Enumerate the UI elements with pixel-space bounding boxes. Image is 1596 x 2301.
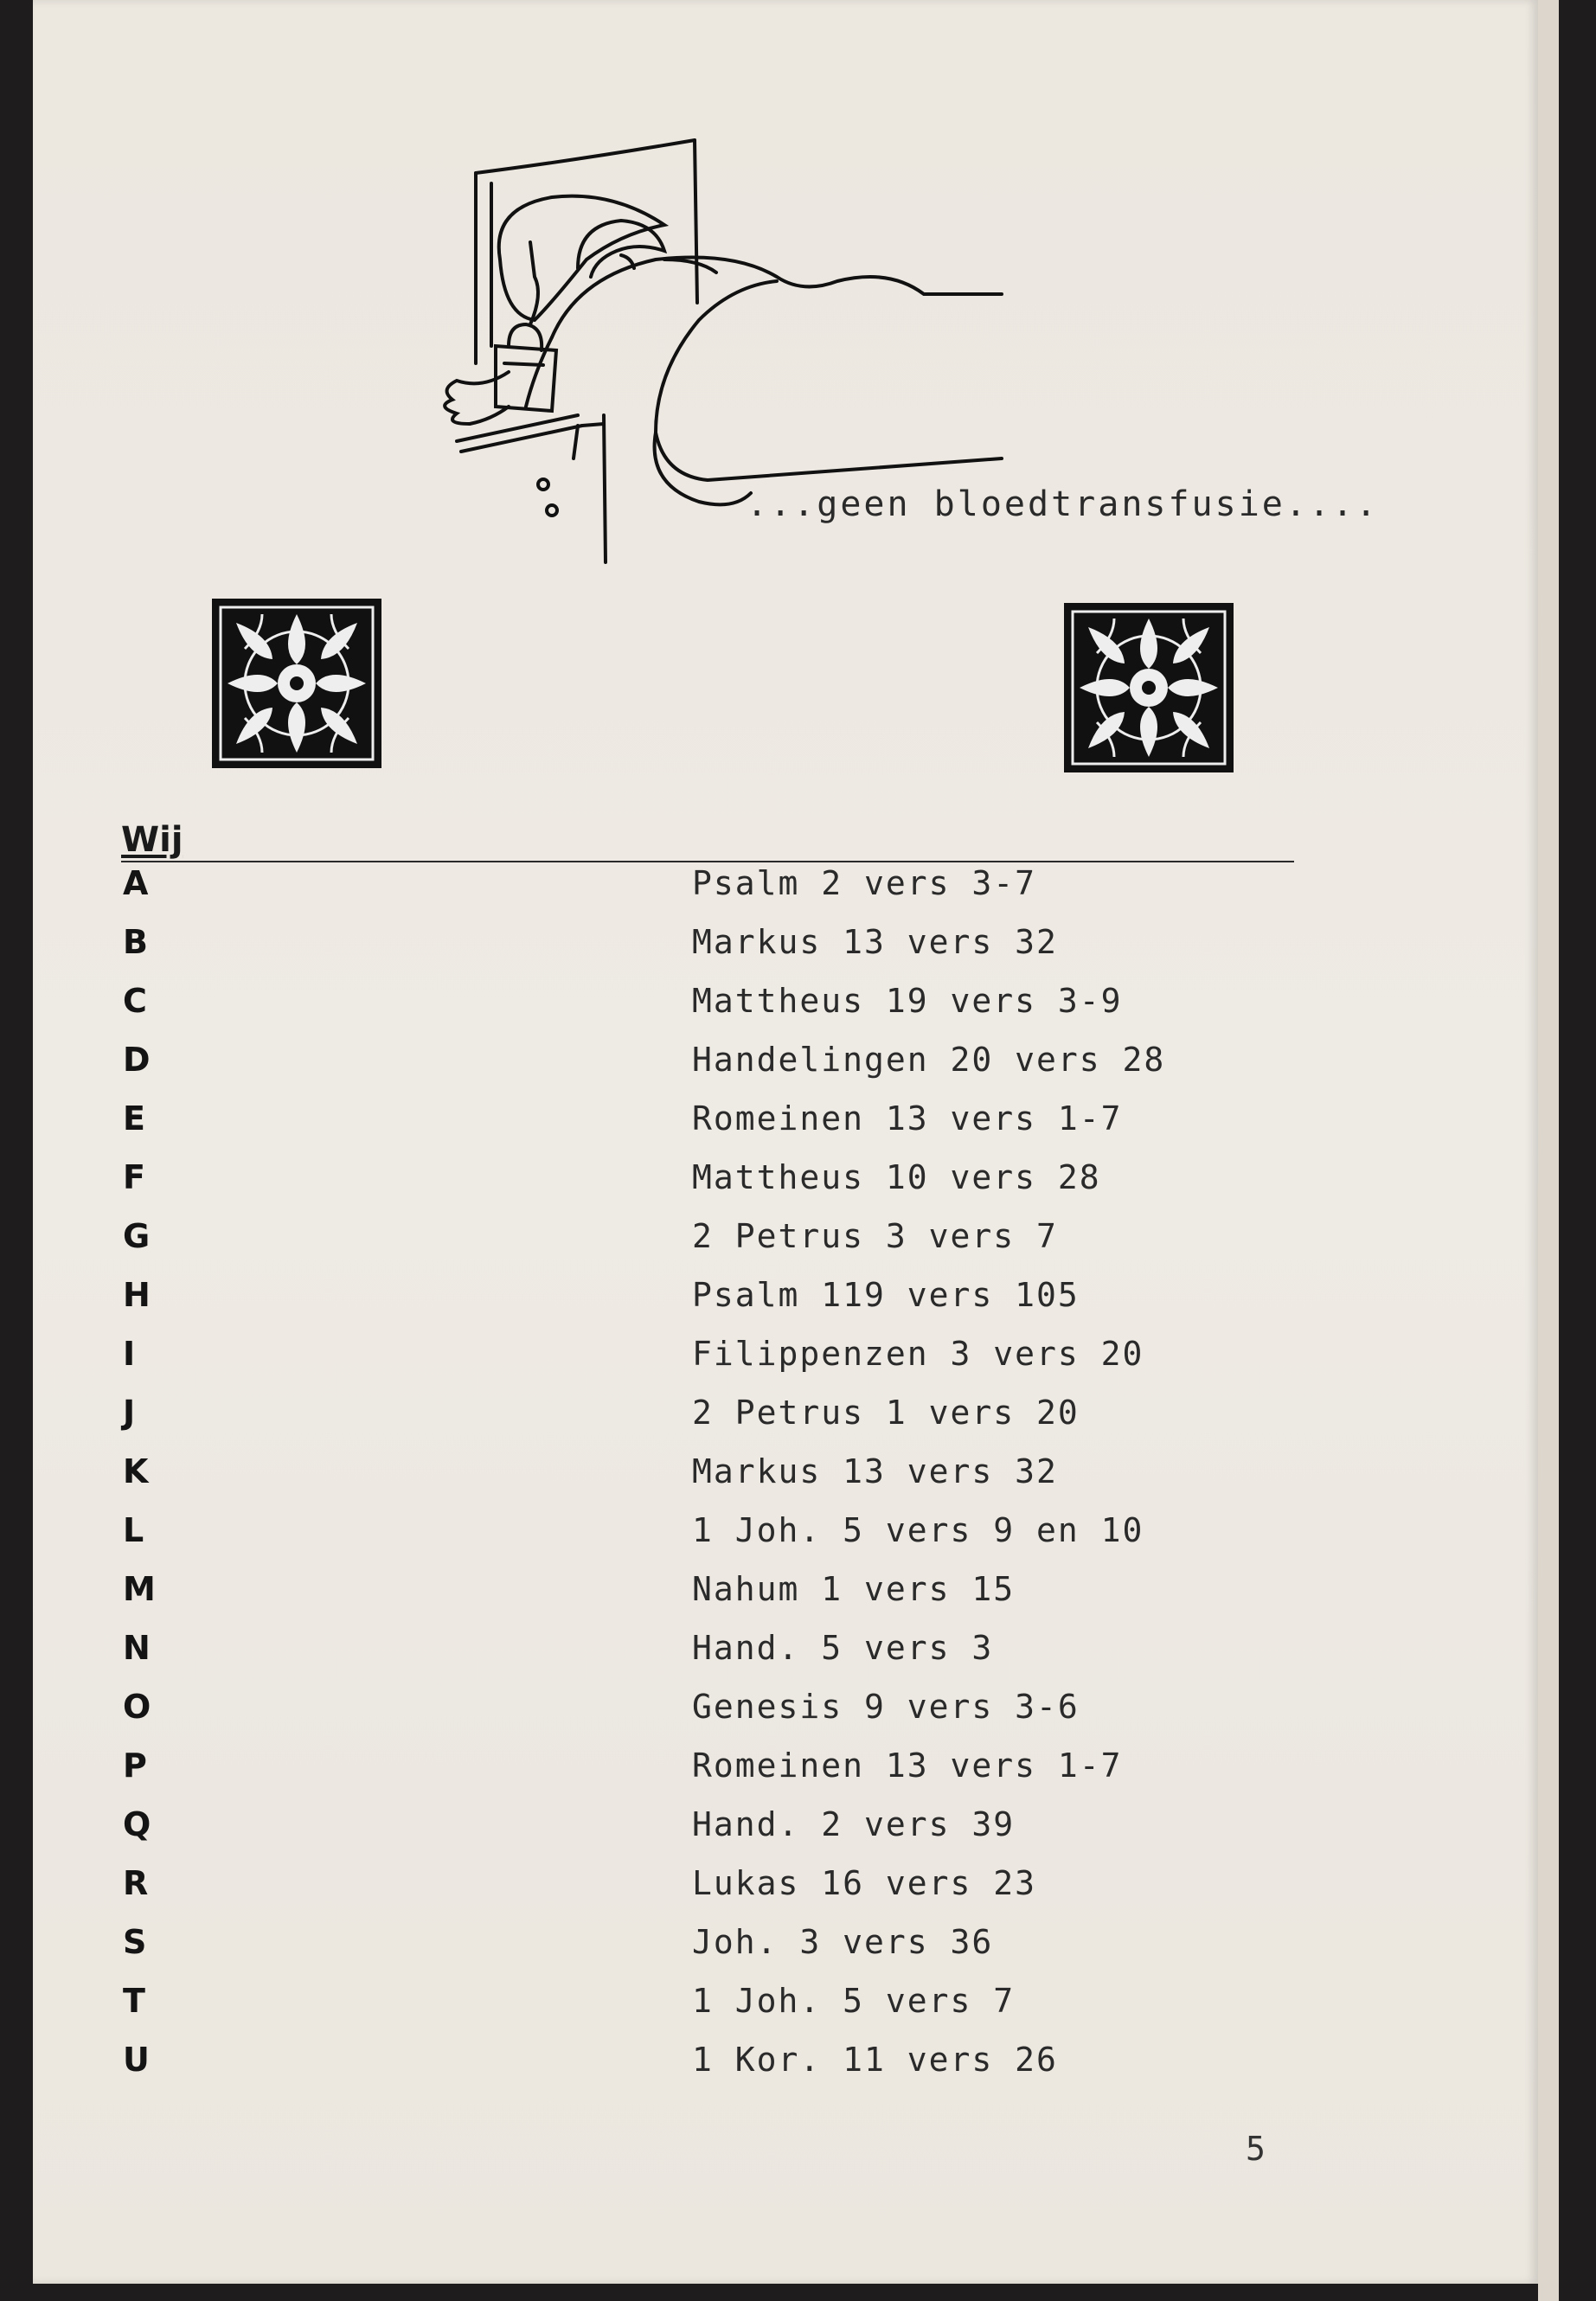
item-reference: Markus 13 vers 32: [692, 923, 1058, 961]
item-letter: F: [123, 1158, 145, 1196]
item-letter: N: [123, 1629, 151, 1667]
list-item: [33, 1324, 1538, 1383]
list-item: [33, 1913, 1538, 1971]
item-reference: Mattheus 10 vers 28: [692, 1158, 1101, 1196]
item-letter: M: [123, 1570, 156, 1608]
item-reference: Filippenzen 3 vers 20: [692, 1335, 1144, 1373]
list-item: [33, 1266, 1538, 1324]
list-item: [33, 854, 1538, 913]
ornament-tile-right: [1062, 601, 1235, 774]
item-letter: H: [123, 1276, 151, 1314]
page-number: 5: [1246, 2130, 1266, 2168]
item-letter: E: [123, 1099, 145, 1138]
item-reference: 1 Kor. 11 vers 26: [692, 2041, 1058, 2079]
list-item: [33, 1501, 1538, 1560]
item-reference: Mattheus 19 vers 3-9: [692, 982, 1123, 1020]
list-item: [33, 1971, 1538, 2030]
item-reference: Joh. 3 vers 36: [692, 1923, 994, 1961]
item-letter: J: [123, 1394, 136, 1432]
item-reference: Psalm 2 vers 3-7: [692, 864, 1037, 902]
item-reference: 1 Joh. 5 vers 7: [692, 1982, 1016, 2020]
list-item: [33, 2030, 1538, 2089]
item-letter: U: [123, 2041, 150, 2079]
list-item: [33, 1383, 1538, 1442]
item-letter: A: [123, 864, 149, 902]
item-letter: T: [123, 1982, 145, 2020]
item-reference: Lukas 16 vers 23: [692, 1864, 1037, 1902]
item-letter: Q: [123, 1805, 151, 1843]
item-letter: S: [123, 1923, 147, 1961]
list-item: [33, 1030, 1538, 1089]
list-item: [33, 1618, 1538, 1677]
item-letter: O: [123, 1688, 151, 1726]
item-letter: D: [123, 1041, 151, 1079]
list-item: [33, 913, 1538, 971]
list-item: [33, 1854, 1538, 1913]
item-reference: Handelingen 20 vers 28: [692, 1041, 1166, 1079]
item-reference: 2 Petrus 1 vers 20: [692, 1394, 1080, 1432]
item-letter: P: [123, 1747, 147, 1785]
list-item: [33, 1089, 1538, 1148]
item-reference: Genesis 9 vers 3-6: [692, 1688, 1080, 1726]
item-letter: G: [123, 1217, 151, 1255]
item-letter: C: [123, 982, 147, 1020]
item-reference: 2 Petrus 3 vers 7: [692, 1217, 1058, 1255]
list-item: [33, 1207, 1538, 1266]
item-reference: Psalm 119 vers 105: [692, 1276, 1080, 1314]
item-letter: K: [123, 1452, 149, 1490]
item-letter: R: [123, 1864, 149, 1902]
item-reference: 1 Joh. 5 vers 9 en 10: [692, 1511, 1144, 1549]
list-item: [33, 1560, 1538, 1618]
item-reference: Romeinen 13 vers 1-7: [692, 1099, 1123, 1138]
item-reference: Hand. 5 vers 3: [692, 1629, 994, 1667]
item-letter: B: [123, 923, 148, 961]
page: [33, 0, 1538, 2284]
illustration-caption: ...geen bloedtransfusie....: [747, 484, 1380, 524]
list-heading: Wij: [121, 820, 183, 860]
item-letter: I: [123, 1335, 136, 1373]
list-item: [33, 1736, 1538, 1795]
list-item: [33, 1148, 1538, 1207]
ornament-tile-left: [210, 597, 383, 770]
item-reference: Hand. 2 vers 39: [692, 1805, 1016, 1843]
list-item: [33, 1677, 1538, 1736]
list-item: [33, 1442, 1538, 1501]
item-letter: L: [123, 1511, 144, 1549]
page-edge: [1538, 0, 1559, 2301]
item-reference: Romeinen 13 vers 1-7: [692, 1747, 1123, 1785]
item-reference: Nahum 1 vers 15: [692, 1570, 1016, 1608]
item-reference: Markus 13 vers 32: [692, 1452, 1058, 1490]
list-item: [33, 971, 1538, 1030]
list-item: [33, 1795, 1538, 1854]
